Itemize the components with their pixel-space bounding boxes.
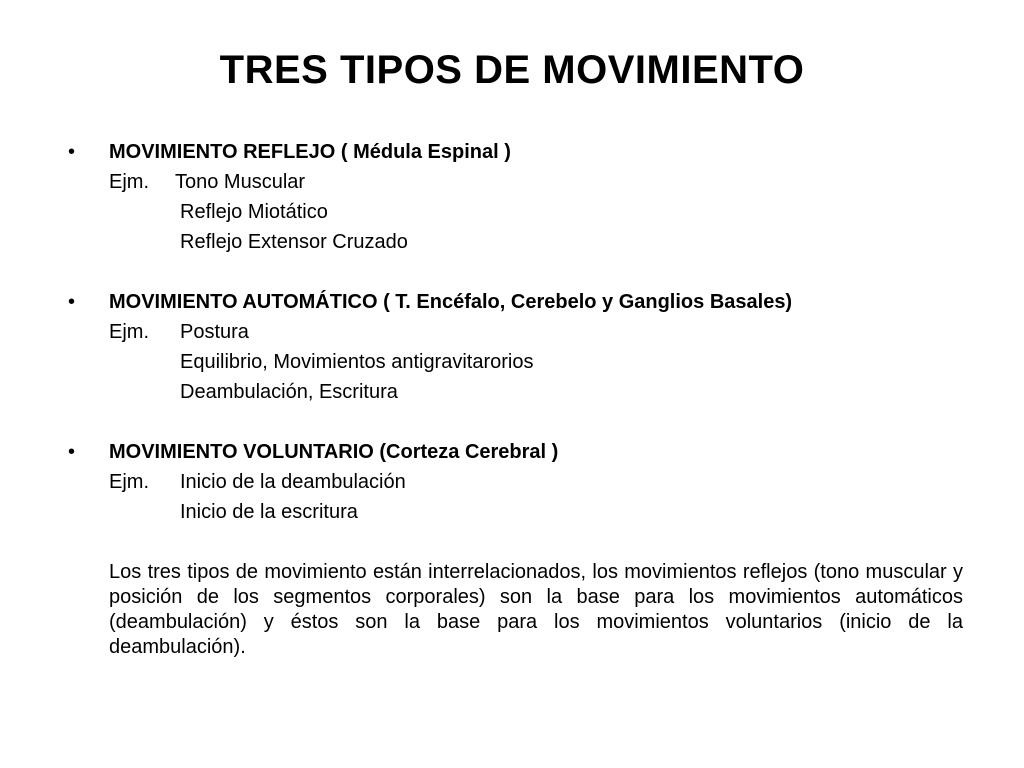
section-heading: MOVIMIENTO VOLUNTARIO (Corteza Cerebral ) [109,441,559,463]
example-item: Inicio de la escritura [180,501,358,523]
example-item: Deambulación, Escritura [180,381,398,403]
ejm-label: Ejm. [109,321,149,343]
section-heading: MOVIMIENTO REFLEJO ( Médula Espinal ) [109,141,511,163]
slide-title: TRES TIPOS DE MOVIMIENTO [219,48,805,92]
example-item: Reflejo Miotático [180,201,328,223]
section-heading: MOVIMIENTO AUTOMÁTICO ( T. Encéfalo, Cerebelo y Ganglios Basales) [109,291,793,313]
example-item: Tono Muscular [175,171,306,193]
example-item: Postura [180,321,249,343]
ejm-label: Ejm. [109,171,149,193]
bullet-point: • [68,441,76,463]
example-item: Reflejo Extensor Cruzado [180,231,408,253]
bullet-point: • [68,291,76,313]
summary-paragraph: Los tres tipos de movimiento están interrelacionados, los movimientos reflejos (tono muscular y posición de los segmentos corporales) son la base para los movimientos automáticos (deambulación) y éstos son la base para los movimientos voluntarios (inicio de la deambulación). [109,561,963,658]
bullet-point: • [68,141,76,163]
ejm-label: Ejm. [109,471,149,493]
example-item: Equilibrio, Movimientos antigravitarorios [180,351,534,373]
example-item: Inicio de la deambulación [180,471,406,493]
